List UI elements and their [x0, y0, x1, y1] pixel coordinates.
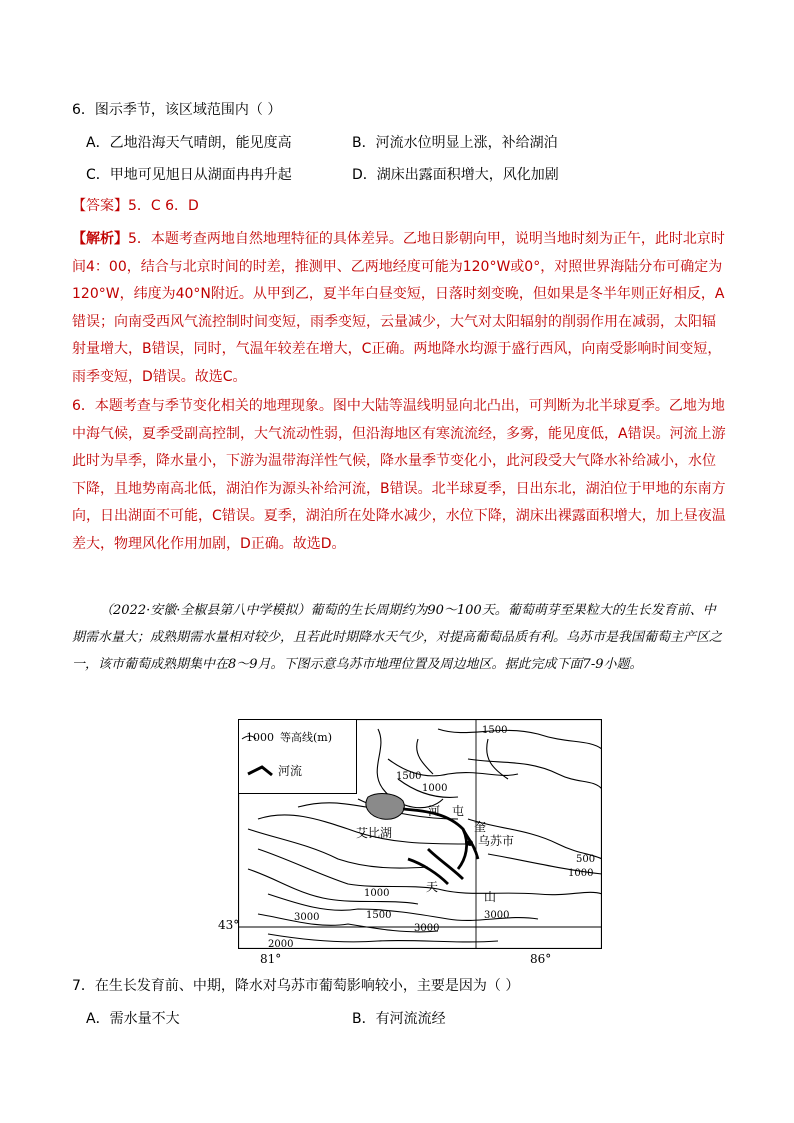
- contour-label: 1500: [366, 910, 392, 921]
- analysis-q6: 6．本题考查与季节变化相关的地理现象。图中大陆等温线明显向北凸出，可判断为北半球夏季。乙地为地中海气候，夏季受副高控制，大气流动性弱，但沿海地区有寒流流经，多雾，能见度低，A错误。河流上游此时为旱季，降水量小，下游为温带海洋性气候，降水量季节变化小，此河段受大气降水补给减小，水位下降，且地势南高北低，湖泊作为源头补给河流，B错误。北半球夏季，日出东北，湖泊位于甲地的东南方向，日出湖面不可能，C错误。夏季，湖泊所在处降水减少，水位下降，湖床出裸露面积增大，加上昼夜温差大，物理风化作用加剧，D正确。故选D。: [72, 398, 726, 552]
- contour-label: 3000: [484, 910, 510, 921]
- label-tun: 屯: [452, 804, 465, 818]
- contour-label: 1500: [396, 771, 422, 782]
- label-shan: 山: [484, 890, 497, 904]
- legend-river-text: 河流: [278, 764, 303, 778]
- q6-option-c: C．甲地可见旭日从湖面冉冉升起: [86, 167, 292, 183]
- contour-label: 500: [576, 854, 596, 865]
- analysis-label: 【解析】: [72, 231, 128, 247]
- legend-contour-value: 1000: [246, 731, 274, 744]
- analysis-q5-text: 5．本题考查两地自然地理特征的具体差异。乙地日影朝向甲，说明当地时刻为正午，此时北京时间4：00，结合与北京时间的时差，推测甲、乙两地经度可能为120°W或0°，对照世界海陆分布可确定为120°W，纬度为40°N附近。从甲到乙，夏半年白昼变短，日落时刻变晚，但如果是冬半年则正好相反，A错误；向南受西风气流控制时间变短，雨季变短，云量减少，大气对太阳辐射的削弱作用在减弱，太阳辐射量增大，B错误，同时，气温年较差在增大，C正确。两地降水均源于盛行西风，向南受影响时间变短，雨季变短，D错误。故选C。: [72, 231, 725, 385]
- contour-label: 1000: [422, 783, 448, 794]
- label-kui: 奎: [474, 820, 487, 834]
- wusu-location-map: [238, 719, 602, 949]
- legend-contour-text: 等高线(m): [280, 731, 333, 744]
- lon-right-label: 86°: [530, 952, 552, 966]
- wusu-city-marker: [467, 840, 473, 846]
- q6-stem: 6．图示季节，该区域范围内（ ）: [72, 102, 282, 118]
- q6-option-a: A．乙地沿海天气晴朗，能见度高: [86, 135, 292, 151]
- q7-stem: 7．在生长发育前、中期，降水对乌苏市葡萄影响较小，主要是因为（ ）: [72, 978, 520, 994]
- lat-label: 43°: [218, 918, 240, 932]
- label-city: 乌苏市: [478, 834, 515, 848]
- q7-option-a: A．需水量不大: [86, 1011, 180, 1027]
- q6-option-d: D．湖床出露面积增大，风化加剧: [352, 167, 559, 183]
- label-tian: 天: [426, 880, 439, 894]
- contour-label: 3000: [294, 912, 320, 923]
- contour-label: 3000: [414, 923, 440, 934]
- contour-label: 2000: [268, 939, 294, 949]
- contour-label: 1500: [482, 725, 508, 736]
- label-lake: 艾比湖: [356, 826, 393, 840]
- lon-left-label: 81°: [260, 952, 282, 966]
- q6-option-b: B．河流水位明显上涨，补给湖泊: [352, 135, 558, 151]
- q7-option-b: B．有河流流经: [352, 1011, 446, 1027]
- answer-line: [72, 196, 199, 216]
- intro-paragraph: （2022·安徽·全椒县第八中学模拟）葡萄的生长周期约为90～100天。葡萄萌芽至果粒大的生长发育前、中期需水量大；成熟期需水量相对较少，且若此时期降水天气少，对提高葡萄品质有利。乌苏市是我国葡萄主产区之一，该市葡萄成熟期集中在8～9月。下图示意乌苏市地理位置及周边地区。据此完成下面7-9小题。: [72, 603, 723, 672]
- contour-label: 1000: [364, 888, 390, 899]
- answer-text: 5．C 6．D: [128, 198, 199, 214]
- answer-label: 【答案】: [72, 198, 128, 214]
- label-he: 河: [428, 804, 441, 818]
- contour-label: 1000: [568, 868, 594, 879]
- analysis-q5: [72, 226, 728, 391]
